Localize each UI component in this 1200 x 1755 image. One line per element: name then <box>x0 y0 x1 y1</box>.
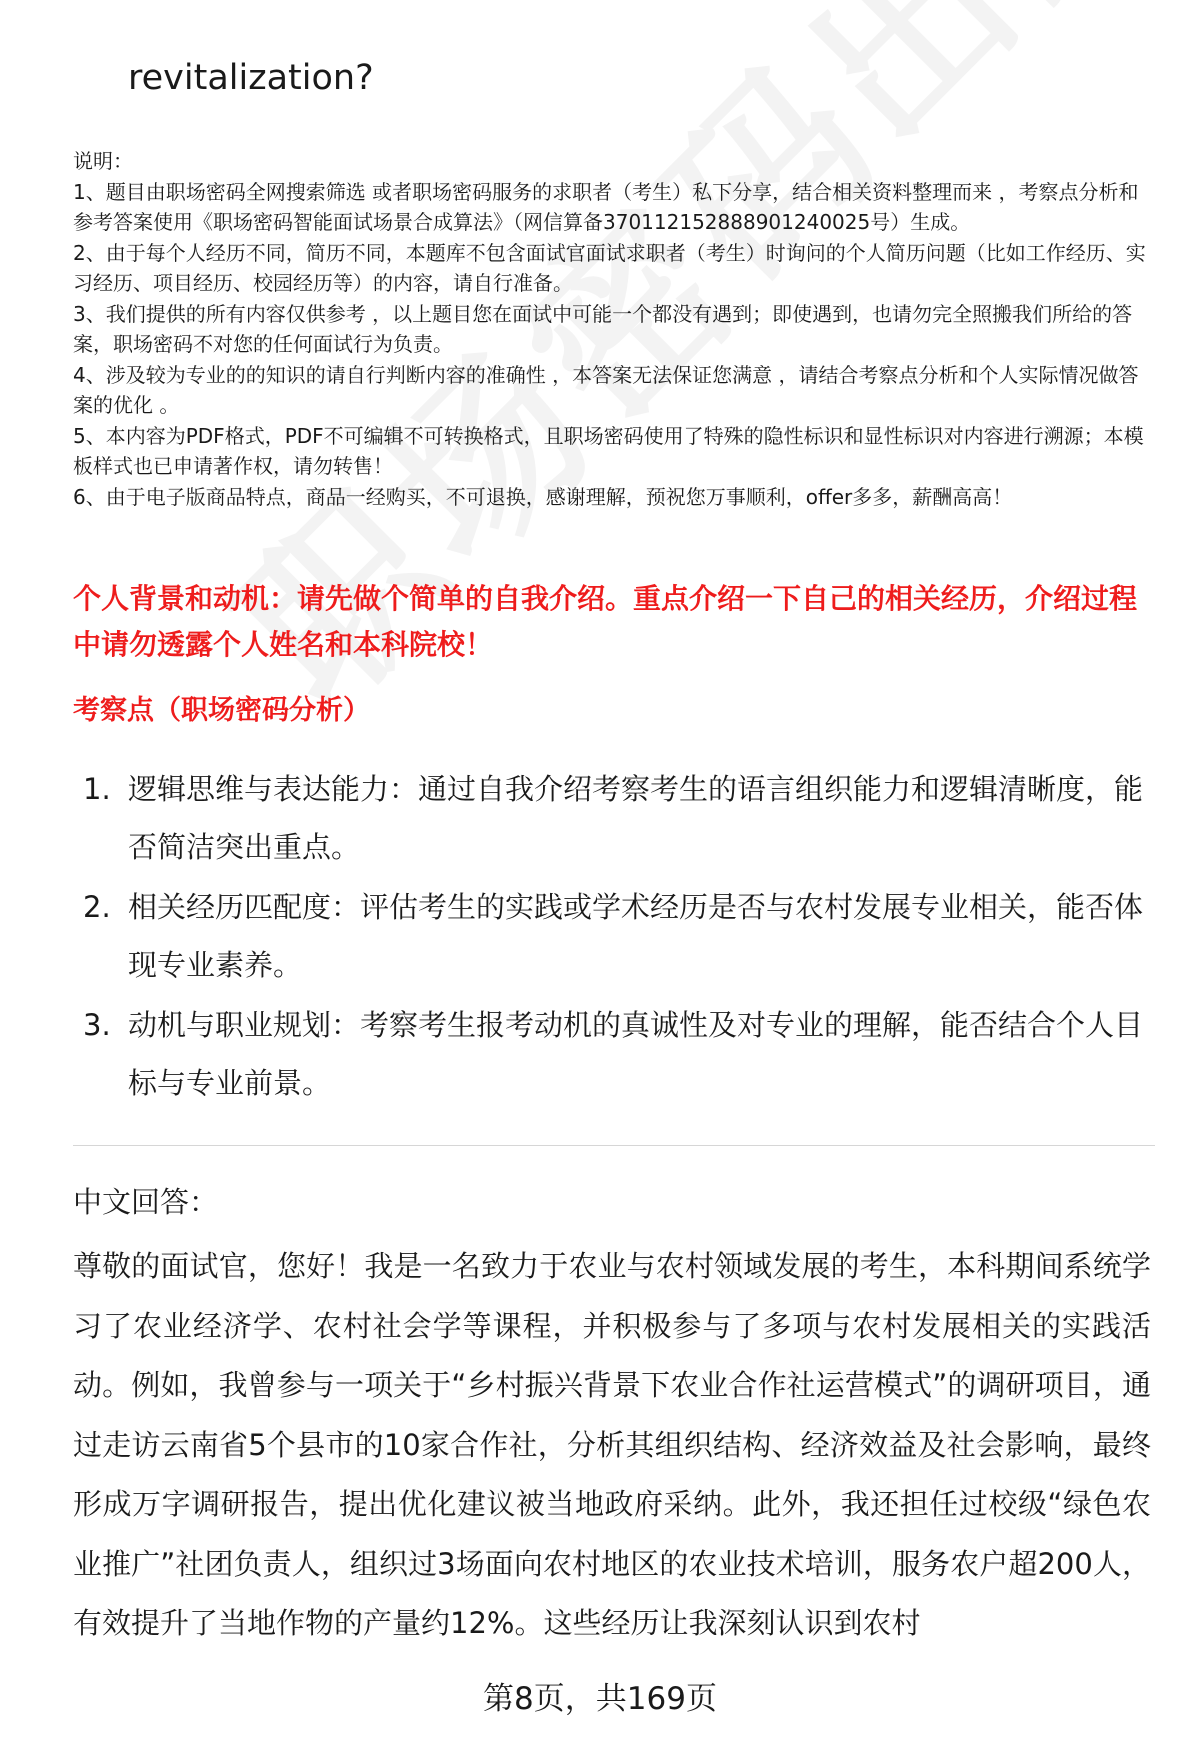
notes-section <box>73 146 1158 512</box>
answer-label: 中文回答： <box>73 1185 219 1219</box>
list-item-text: 逻辑思维与表达能力：通过自我介绍考察考生的语言组织能力和逻辑清晰度，能否简洁突出重点。 <box>128 772 1144 864</box>
interview-question: 个人背景和动机：请先做个简单的自我介绍。重点介绍一下自己的相关经历，介绍过程中请勿透露个人姓名和本科院校！ <box>73 582 1138 661</box>
list-item <box>83 996 1163 1112</box>
notes-heading: 说明： <box>73 149 133 173</box>
list-item-number: 1. <box>83 772 111 806</box>
notes-item: 1、题目由职场密码全网搜索筛选 或者职场密码服务的求职者（考生）私下分享，结合相关资料整理而来 ，考察点分析和参考答案使用《职场密码智能面试场景合成算法》（网信算备370112152888901240025号）生成。 <box>73 179 1139 234</box>
page-number-footer: 第8页，共169页 <box>483 1681 717 1717</box>
notes-item: 4、涉及较为专业的的知识的请自行判断内容的准确性 ，本答案无法保证您满意 ，请结合考察点分析和个人实际情况做答案的优化 。 <box>73 362 1139 417</box>
section-divider <box>73 1145 1155 1146</box>
previous-question-tail: revitalization? <box>128 58 374 98</box>
notes-item: 3、我们提供的所有内容仅供参考 ，以上题目您在面试中可能一个都没有遇到；即使遇到，也请勿完全照搬我们所给的答案，职场密码不对您的任何面试行为负责。 <box>73 301 1133 356</box>
analysis-points-list <box>83 760 1163 1114</box>
list-item <box>83 878 1163 994</box>
answer-text: 尊敬的面试官，您好！我是一名致力于农业与农村领域发展的考生，本科期间系统学习了农业经济学、农村社会学等课程，并积极参与了多项与农村发展相关的实践活动。例如，我曾参与一项关于“乡村振兴背景下农业合作社运营模式”的调研项目，通过走访云南省5个县市的10家合作社，分析其组织结构、经济效益及社会影响，最终形成万字调研报告，提出优化建议被当地政府采纳。此外，我还担任过校级“绿色农业推广”社团负责人，组织过3场面向农村地区的农业技术培训，服务农户超200人，有效提升了当地作物的产量约12%。这些经历让我深刻认识到农村 <box>73 1249 1151 1640</box>
list-item-number: 3. <box>83 1008 111 1042</box>
analysis-section-title: 考察点（职场密码分析） <box>73 695 370 726</box>
list-item-number: 2. <box>83 890 111 924</box>
list-item <box>83 760 1163 876</box>
list-item-text: 相关经历匹配度：评估考生的实践或学术经历是否与农村发展专业相关，能否体现专业素养。 <box>128 890 1144 982</box>
list-item-text: 动机与职业规划：考察考生报考动机的真诚性及对专业的理解，能否结合个人目标与专业前景。 <box>128 1008 1144 1100</box>
notes-item: 5、本内容为PDF格式，PDF不可编辑不可转换格式，且职场密码使用了特殊的隐性标识和显性标识对内容进行溯源；本模板样式也已申请著作权，请勿转售！ <box>73 423 1144 478</box>
notes-item: 2、由于每个人经历不同，简历不同，本题库不包含面试官面试求职者（考生）时询问的个人简历问题（比如工作经历、实习经历、项目经历、校园经历等）的内容，请自行准备。 <box>73 240 1146 295</box>
notes-item: 6、由于电子版商品特点，商品一经购买，不可退换，感谢理解，预祝您万事顺利，offer多多，薪酬高高！ <box>73 484 1013 509</box>
